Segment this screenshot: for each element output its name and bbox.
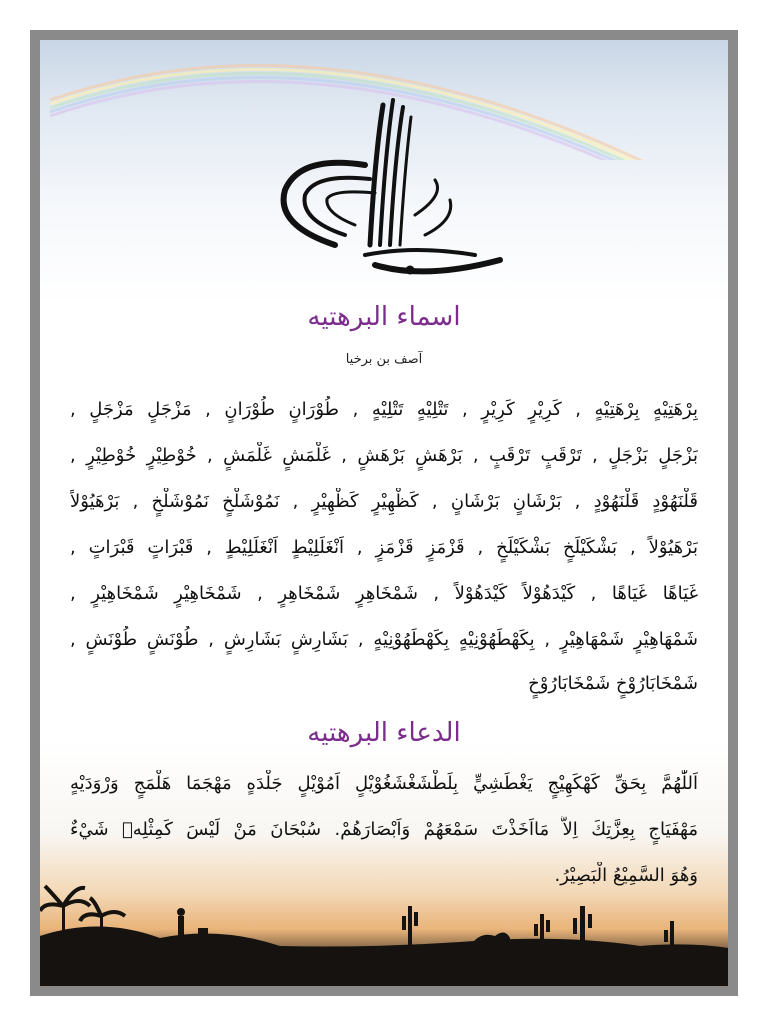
dua-line: وَهُوَ السَّمِيْعُ الْبَصِيْرُ.: [554, 865, 698, 886]
names-line: غَيَاهًا غَيَاهًا , كَيْدَهُوْلاً كَيْدَهُوْلاً , شَمْخَاهِرٍ شَمْخَاهِرٍ , شَمْخَاهِيْرٍ شَمْخَاهِيْرٍ ,: [70, 583, 698, 604]
desert-silhouette-illustration: [40, 876, 728, 986]
names-line: شَمْخَابَارُوْخٍ شَمْخَابَارُوْخٍ: [528, 673, 698, 694]
names-line: بَرْهَيُوْلاً , بَشْكَيْلَخٍ بَشْكَيْلَخٍ , قَزْمَزٍ قَزْمَزٍ , اَنْغَلَلِيْطٍ اَنْغَلَلِيْطٍ , قَبْرَاتٍ قَبْرَاتٍ ,: [70, 537, 698, 558]
names-line: بِرْهَتِيْهٍ بِرْهَتِيْهٍ , كَرِيْرٍ كَرِيْرٍ , تَتْلِيْهٍ تَتْلِيْهٍ , طُوْرَانٍ طُوْرَانٍ , مَزْجَلٍ مَزْجَلٍ ,: [70, 399, 698, 420]
bismillah-calligraphy-icon: [275, 95, 505, 280]
names-line: بَزْجَلٍ بَزْجَلٍ , تَرْقَبٍ تَرْقَبٍ , بَرْهَشٍ بَرْهَشٍ , غَلْمَشٍ غَلْمَشٍ , خُوْطِيْرٍ خُوْطِيْرٍ ,: [70, 445, 698, 466]
dua-line: مَهْفَيَاجٍ بِعِزَّتِكَ اِلاَّ مَااَخَذْتَ سَمْعَهُمْ وَاَبْصَارَهُمْ. سُبْحَانَ مَنْ لَيْسَ كَمِثْلِهٖ شَيْءٌ: [70, 819, 698, 840]
names-heading: اسماء البرهتیه: [307, 302, 461, 332]
names-line: شَمْهَاهِيْرٍ شَمْهَاهِيْرٍ , بِكَهْطَهُوْنِيْهٍ بِكَهْطَهُوْنِيْهٍ , بَشَارِشٍ بَشَارِشٍ , طُوْنَشٍ طُوْنَشٍ ,: [70, 629, 698, 650]
dua-heading: الدعاء البرهتیه: [307, 718, 461, 748]
names-line: قَلْنَهُوْدٍ قَلْنَهُوْدٍ , بَرْشَانٍ بَرْشَانٍ , كَظْهِيْرٍ كَظْهِيْرٍ , نَمُوْشَلْخٍ نَمُوْشَلْخٍ , بَرْهَيُوْلاً: [70, 491, 698, 512]
photo-frame: [30, 30, 738, 996]
author-line: آصف بن برخیا: [345, 352, 423, 367]
dua-line: اَللّٰهُمَّ بِحَقِّ كَهْكَهِيْجٍ يَغْطَشِيٍّ بِلَطْشَغْشَغُوْيْلٍ اَمُوْيْلٍ جَلْدَهٍ مَهْجَمَا هَلْمَجٍ وَرْوَدَيْهٍ: [70, 773, 698, 794]
content-panel: [40, 40, 728, 986]
